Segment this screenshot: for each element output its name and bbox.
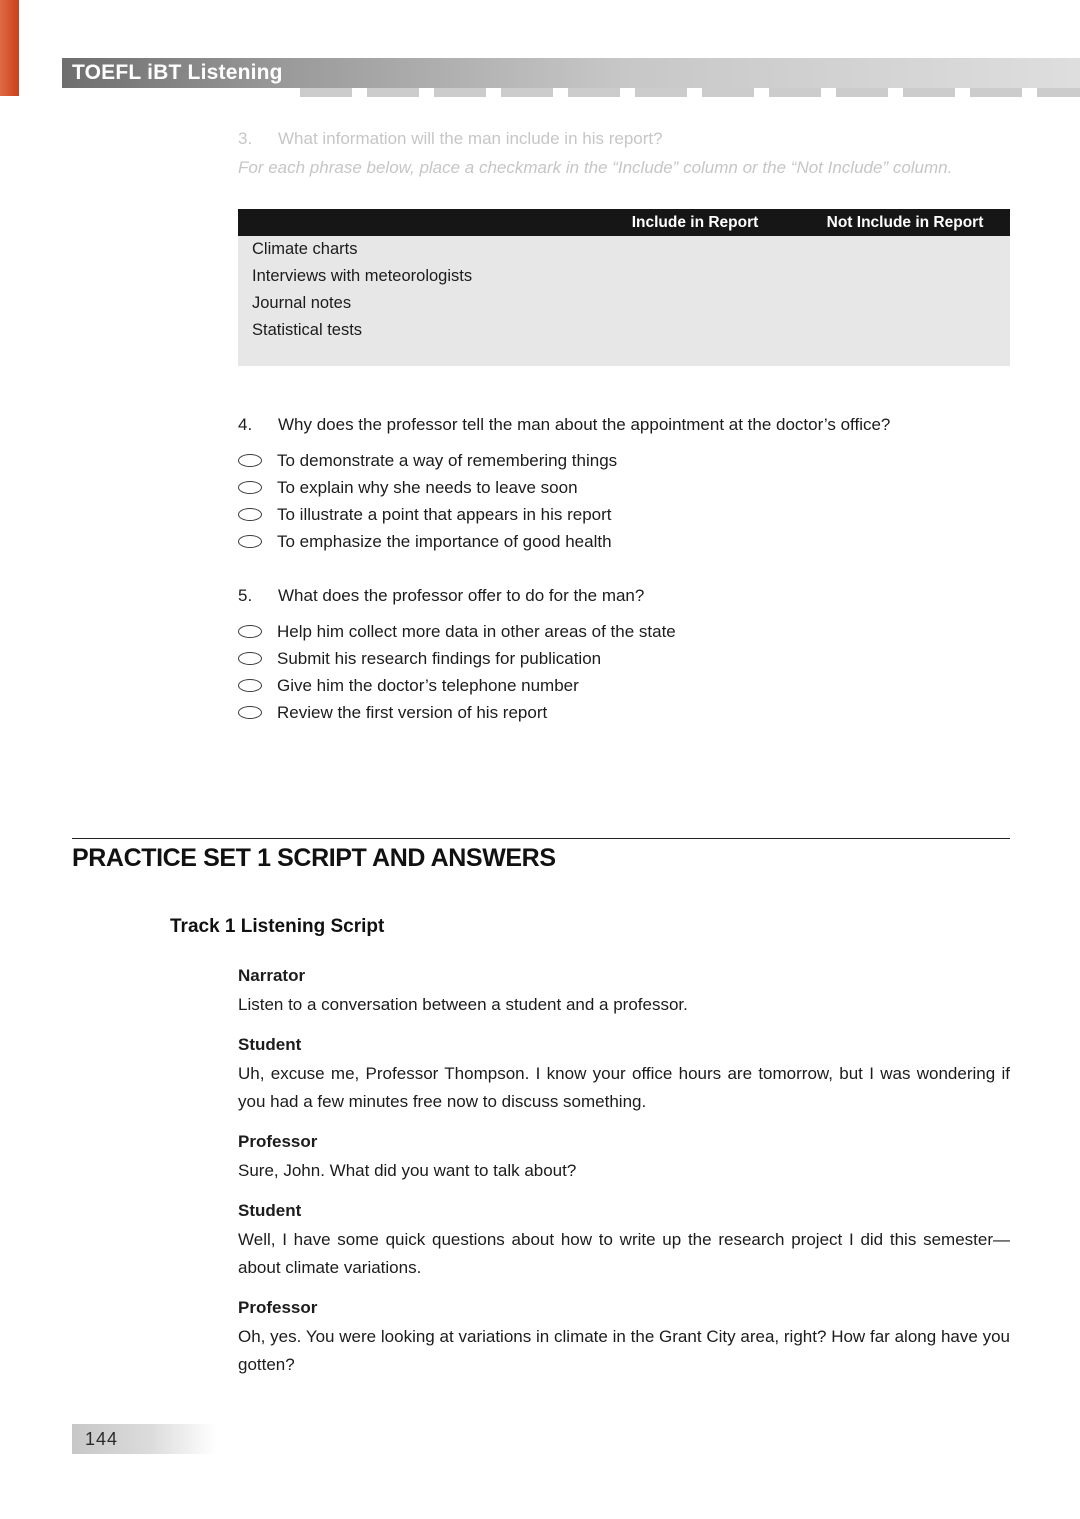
script-entry xyxy=(238,1295,1010,1379)
question-5-options xyxy=(238,618,1010,726)
option-text: To emphasize the importance of good health xyxy=(277,531,612,551)
header-title: TOEFL iBT Listening xyxy=(72,61,283,84)
answer-bubble-icon xyxy=(238,535,262,548)
speaker-text: Uh, excuse me, Professor Thompson. I know your office hours are tomorrow, but I was wondering if you had a few minutes free now to discuss something. xyxy=(238,1064,1010,1111)
question-number: 3. xyxy=(238,129,253,148)
script-entry xyxy=(238,1198,1010,1282)
answer-bubble-icon xyxy=(238,508,262,521)
answer-option xyxy=(238,501,1010,528)
speaker-text: Sure, John. What did you want to talk about? xyxy=(238,1161,577,1180)
answer-bubble-icon xyxy=(238,706,262,719)
header-dash-pattern xyxy=(300,88,1080,97)
question-text: What information will the man include in his report? xyxy=(278,129,663,148)
option-text: Review the first version of his report xyxy=(277,702,548,722)
table-row xyxy=(238,290,1010,317)
question-4-options xyxy=(238,447,1010,555)
table-body xyxy=(238,236,1010,366)
question-text: What does the professor offer to do for the man? xyxy=(278,586,645,605)
speaker-text: Listen to a conversation between a student and a professor. xyxy=(238,995,688,1014)
answer-bubble-icon xyxy=(238,625,262,638)
answer-option xyxy=(238,672,1010,699)
row-label: Climate charts xyxy=(252,240,358,258)
accent-stripe xyxy=(0,0,19,96)
speaker-text: Oh, yes. You were looking at variations in climate in the Grant City area, right? How far along have you gotten? xyxy=(238,1327,1010,1374)
answer-bubble-icon xyxy=(238,454,262,467)
script-entry xyxy=(238,963,1010,1019)
row-label: Statistical tests xyxy=(252,321,363,339)
option-text: Help him collect more data in other areas of the state xyxy=(277,621,676,641)
answer-option xyxy=(238,699,1010,726)
question-4 xyxy=(238,412,1010,555)
question-3-instructions: For each phrase below, place a checkmark in the “Include” column or the “Not Include” column. xyxy=(238,158,953,177)
question-number: 4. xyxy=(238,415,253,434)
script-entry xyxy=(238,1129,1010,1185)
answers-section-title: PRACTICE SET 1 SCRIPT AND ANSWERS xyxy=(72,844,556,872)
option-text: To explain why she needs to leave soon xyxy=(277,477,578,497)
speaker-label: Narrator xyxy=(238,966,306,985)
option-text: To illustrate a point that appears in his report xyxy=(277,504,612,524)
speaker-label: Student xyxy=(238,1201,302,1220)
table-row xyxy=(238,263,1010,290)
table-row xyxy=(238,317,1010,344)
question-5 xyxy=(238,583,1010,726)
page-header xyxy=(62,58,1080,88)
column-header-include: Include in Report xyxy=(631,213,759,231)
option-text: Submit his research findings for publication xyxy=(277,648,602,668)
speaker-label: Professor xyxy=(238,1298,318,1317)
listening-script xyxy=(238,955,1010,1392)
footer-page-bar xyxy=(72,1424,217,1454)
speaker-text: Well, I have some quick questions about how to write up the research project I did this semester—about climate variations. xyxy=(238,1230,1010,1277)
question-5-line xyxy=(238,583,1010,609)
page-number: 144 xyxy=(85,1428,119,1449)
answer-option xyxy=(238,474,1010,501)
answer-bubble-icon xyxy=(238,481,262,494)
question-3-line xyxy=(238,126,1010,152)
table-header-row xyxy=(238,209,1010,236)
option-text: To demonstrate a way of remembering things xyxy=(277,450,618,470)
answer-option xyxy=(238,618,1010,645)
include-table xyxy=(238,209,1010,366)
question-4-line xyxy=(238,412,1010,438)
answer-bubble-icon xyxy=(238,652,262,665)
answer-bubble-icon xyxy=(238,679,262,692)
option-text: Give him the doctor’s telephone number xyxy=(277,675,579,695)
section-divider xyxy=(72,838,1010,839)
table-row xyxy=(238,236,1010,263)
answer-option xyxy=(238,447,1010,474)
script-entry xyxy=(238,1032,1010,1116)
answer-option xyxy=(238,645,1010,672)
track-subtitle: Track 1 Listening Script xyxy=(170,916,385,937)
row-label: Journal notes xyxy=(252,294,352,312)
row-label: Interviews with meteorologists xyxy=(252,267,473,285)
column-header-not-include: Not Include in Report xyxy=(826,213,984,231)
speaker-label: Student xyxy=(238,1035,302,1054)
answer-option xyxy=(238,528,1010,555)
question-3 xyxy=(238,126,1010,181)
question-number: 5. xyxy=(238,586,253,605)
question-text: Why does the professor tell the man about the appointment at the doctor’s office? xyxy=(278,415,891,434)
content-column xyxy=(238,126,1010,726)
speaker-label: Professor xyxy=(238,1132,318,1151)
